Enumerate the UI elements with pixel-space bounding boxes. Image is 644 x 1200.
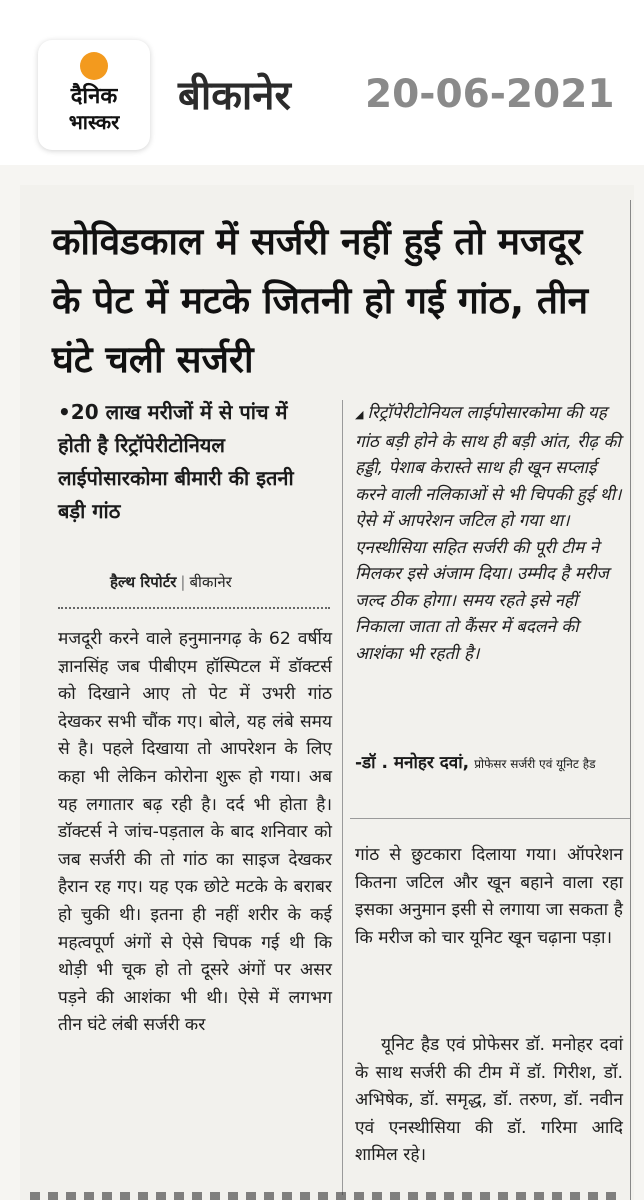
column-divider [342,400,343,1195]
edition-date: 20-06-2021 [365,72,615,117]
byline-author: हैल्थ रिपोर्टर [110,573,177,591]
logo-text-line1: दैनिक [70,84,118,109]
dainik-bhaskar-logo[interactable] [38,40,150,150]
doctor-quote [355,400,623,667]
quote-text: रिट्रॉपेरीटोनियल लाईपोसारकोमा की यह गांठ बड़ी होने के साथ ही बड़ी आंत, रीढ़ की हड्डी, पेशाब केरास्ते साथ ही खून सप्लाई करने वाली नलिकाओं से भी चिपकी हुई थी। ऐसे में आपरेशन जटिल हो गया था। एनस्थीसिया सहित सर्जरी की पूरी टीम ने मिलकर इसे अंजाम दिया। उम्मीद है मरीज जल्द ठीक होगा। समय रहते इसे नहीं निकाला जाता तो कैंसर में बदलने की आशंका भी रहती है। [355,403,622,664]
clipping-bottom-edge [30,1192,620,1200]
byline-separator: | [180,573,186,591]
quote-author-name: -डॉ . मनोहर दवां, [355,753,470,773]
logo-text-line2: भास्कर [68,110,120,134]
edition-city: बीकानेर [178,73,291,119]
quote-attribution [355,748,623,779]
app-header [0,0,644,165]
quote-divider [350,818,630,819]
article-headline: कोविडकाल में सर्जरी नहीं हुई तो मजदूर के पेट में मटके जितनी हो गई गांठ, तीन घंटे चली सर्जरी [52,220,589,381]
article-body-column2-para2: यूनिट हैड एवं प्रोफेसर डॉ. मनोहर दवां के साथ सर्जरी की टीम में डॉ. गिरीश, डॉ. अभिषेक, डॉ. समृद्ध, डॉ. तरुण, डॉ. नवीन एवं एनस्थीसिया की डॉ. गरिमा आदि शामिल रहे। [355,1035,623,1166]
article-subhead: •20 लाख मरीजों में से पांच में होती है रिट्रॉपेरीटोनियल लाईपोसारकोमा बीमारी की इतनी बड़ी गांठ [58,400,294,523]
byline-place: बीकानेर [189,573,232,591]
article-body-column1: मजदूरी करने वाले हनुमानगढ़ के 62 वर्षीय ज्ञानसिंह जब पीबीएम हॉस्पिटल में डॉक्टर्स को दिखाने आए तो पेट में उभरी गांठ देखकर सभी चौंक गए। बोले, यह लंबे समय से है। पहले दिखाया तो आपरेशन के लिए कहा भी लेकिन कोरोना शुरू हो गया। अब यह लगातार बढ़ रही है। दर्द भी होता है। डॉक्टर्स ने जांच-पड़ताल के बाद शनिवार को जब सर्जरी की तो गांठ का साइज देखकर हैरान रह गए। यह एक छोटे मटके के बराबर हो चुकी थी। इतना ही नहीं शरीर के कई महत्वपूर्ण अंगों से ऐसे चिपक गई थी कि थोड़ी भी चूक हो तो दूसरे अंगों पर असर पड़ने की आशंका भी थी। ऐसे में लगभग तीन घंटे लंबी सर्जरी कर [58,629,332,1036]
article-body-column2-para1: गांठ से छुटकारा दिलाया गया। ऑपरेशन कितना जटिल और खून बहाने वाला रहा इसका अनुमान इसी से लगाया जा सकता है कि मरीज को चार यूनिट खून चढ़ाना पड़ा। [355,845,623,948]
article-byline [110,572,232,592]
dotted-divider [58,607,330,609]
sun-icon [80,52,108,80]
quote-author-role: प्रोफेसर सर्जरी एवं यूनिट हैड [474,757,596,771]
column-divider-right [630,200,631,1200]
quote-marker-icon: ◢ [355,408,364,421]
